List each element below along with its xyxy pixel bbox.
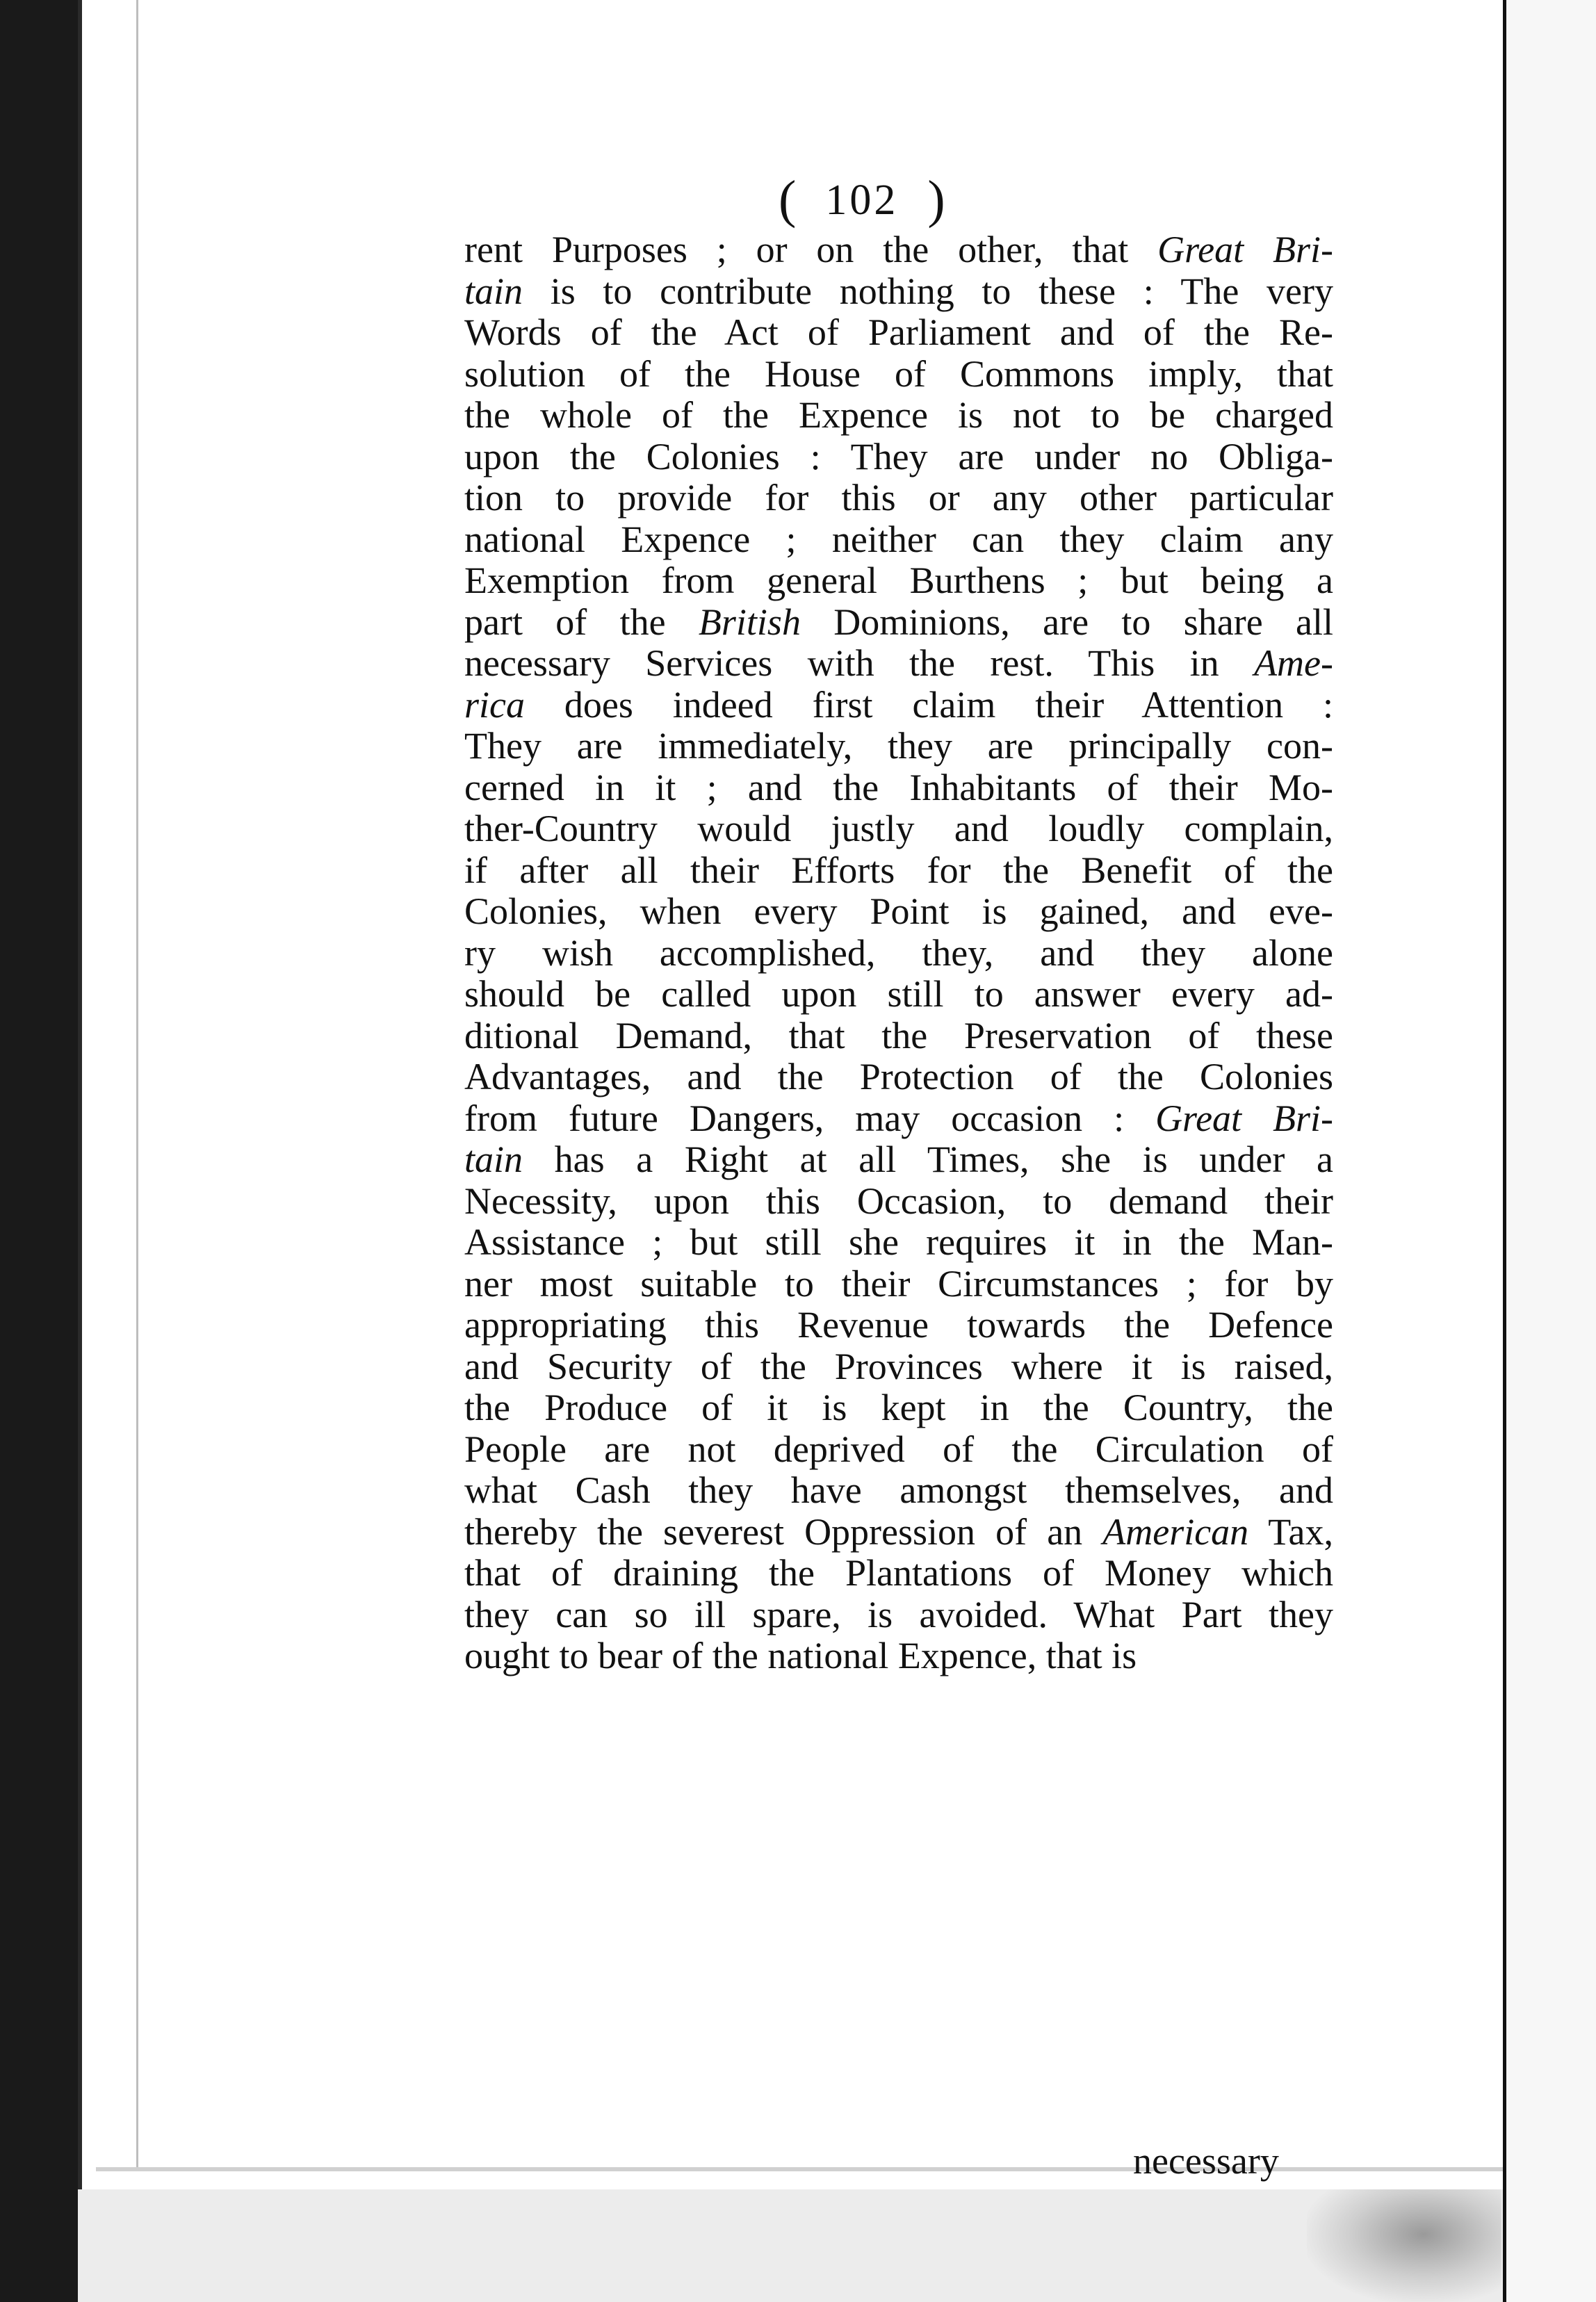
text-line: part of the British Dominions, are to share all bbox=[464, 601, 1333, 643]
italic-text: tain bbox=[464, 270, 523, 312]
text-line: Exemption from general Burthens ; but being a bbox=[464, 560, 1333, 601]
text-line: appropriating this Revenue towards the Defence bbox=[464, 1304, 1333, 1346]
close-paren: ) bbox=[927, 170, 948, 229]
italic-text: Great Bri- bbox=[1155, 1097, 1333, 1139]
text-line: upon the Colonies : They are under no Obliga- bbox=[464, 435, 1333, 477]
italic-text: British bbox=[698, 601, 801, 643]
text-line: the whole of the Expence is not to be charged bbox=[464, 394, 1333, 436]
italic-text: tain bbox=[464, 1138, 523, 1180]
text-line: necessary Services with the rest. This in Ame- bbox=[464, 642, 1333, 684]
italic-text: Ame- bbox=[1254, 642, 1333, 684]
text-line: ther-Country would justly and loudly complain, bbox=[464, 808, 1333, 849]
text-line: tain has a Right at all Times, she is under a bbox=[464, 1138, 1333, 1180]
italic-text: American bbox=[1102, 1510, 1249, 1553]
text-line: rent Purposes ; or on the other, that Great Bri- bbox=[464, 229, 1334, 270]
facing-page-edge bbox=[1503, 0, 1596, 2302]
scanner-background-left bbox=[0, 0, 83, 2302]
text-line: Assistance ; but still she requires it in the Man- bbox=[464, 1221, 1333, 1263]
page-fold-line bbox=[136, 0, 138, 2169]
text-line: Necessity, upon this Occasion, to demand their bbox=[464, 1179, 1333, 1222]
text-line: and Security of the Provinces where it is raised, bbox=[464, 1345, 1333, 1387]
text-line: thereby the severest Oppression of an American Tax, bbox=[464, 1510, 1333, 1553]
italic-text: Great Bri- bbox=[1157, 229, 1334, 270]
text-line: cerned in it ; and the Inhabitants of their Mo- bbox=[464, 766, 1333, 808]
text-line: national Expence ; neither can they claim any bbox=[464, 518, 1333, 560]
text-line: Advantages, and the Protection of the Colonies bbox=[464, 1056, 1333, 1097]
text-line: tain is to contribute nothing to these : The very bbox=[464, 270, 1333, 312]
text-line: that of draining the Plantations of Money which bbox=[464, 1552, 1333, 1594]
body-text bbox=[464, 229, 1333, 1677]
text-line: People are not deprived of the Circulation of bbox=[464, 1428, 1333, 1470]
text-line: if after all their Efforts for the Benefit of the bbox=[464, 849, 1333, 891]
text-line: Words of the Act of Parliament and of the Re- bbox=[464, 311, 1333, 353]
text-line: They are immediately, they are principally con- bbox=[464, 725, 1333, 767]
text-line: ner most suitable to their Circumstances ; for by bbox=[464, 1262, 1333, 1305]
page-bottom-edge bbox=[96, 2167, 1507, 2171]
page-bottom-margin bbox=[78, 2189, 1503, 2302]
italic-text: rica bbox=[464, 683, 525, 726]
text-line: they can so ill spare, is avoided. What Part they bbox=[464, 1593, 1333, 1635]
text-line: tion to provide for this or any other particular bbox=[464, 477, 1333, 519]
text-line: ry wish accomplished, they, and they alone bbox=[464, 931, 1333, 974]
text-line: should be called upon still to answer every ad- bbox=[464, 973, 1333, 1015]
text-line: rica does indeed first claim their Attention : bbox=[464, 683, 1333, 726]
text-line: ought to bear of the national Expence, that is bbox=[464, 1635, 1137, 1676]
open-paren: ( bbox=[779, 170, 799, 229]
ink-blot bbox=[1307, 2189, 1501, 2302]
page-header bbox=[779, 167, 1029, 229]
text-line: what Cash they have amongst themselves, and bbox=[464, 1469, 1333, 1511]
text-line: the Produce of it is kept in the Country, the bbox=[464, 1387, 1333, 1428]
text-line: solution of the House of Commons imply, that bbox=[464, 352, 1333, 395]
text-line: from future Dangers, may occasion : Great Bri- bbox=[464, 1097, 1333, 1139]
text-line: Colonies, when every Point is gained, and eve- bbox=[464, 890, 1333, 932]
catchword: necessary bbox=[1133, 2140, 1279, 2182]
page-number: 102 bbox=[825, 177, 899, 224]
text-line: ditional Demand, that the Preservation of these bbox=[464, 1014, 1333, 1056]
